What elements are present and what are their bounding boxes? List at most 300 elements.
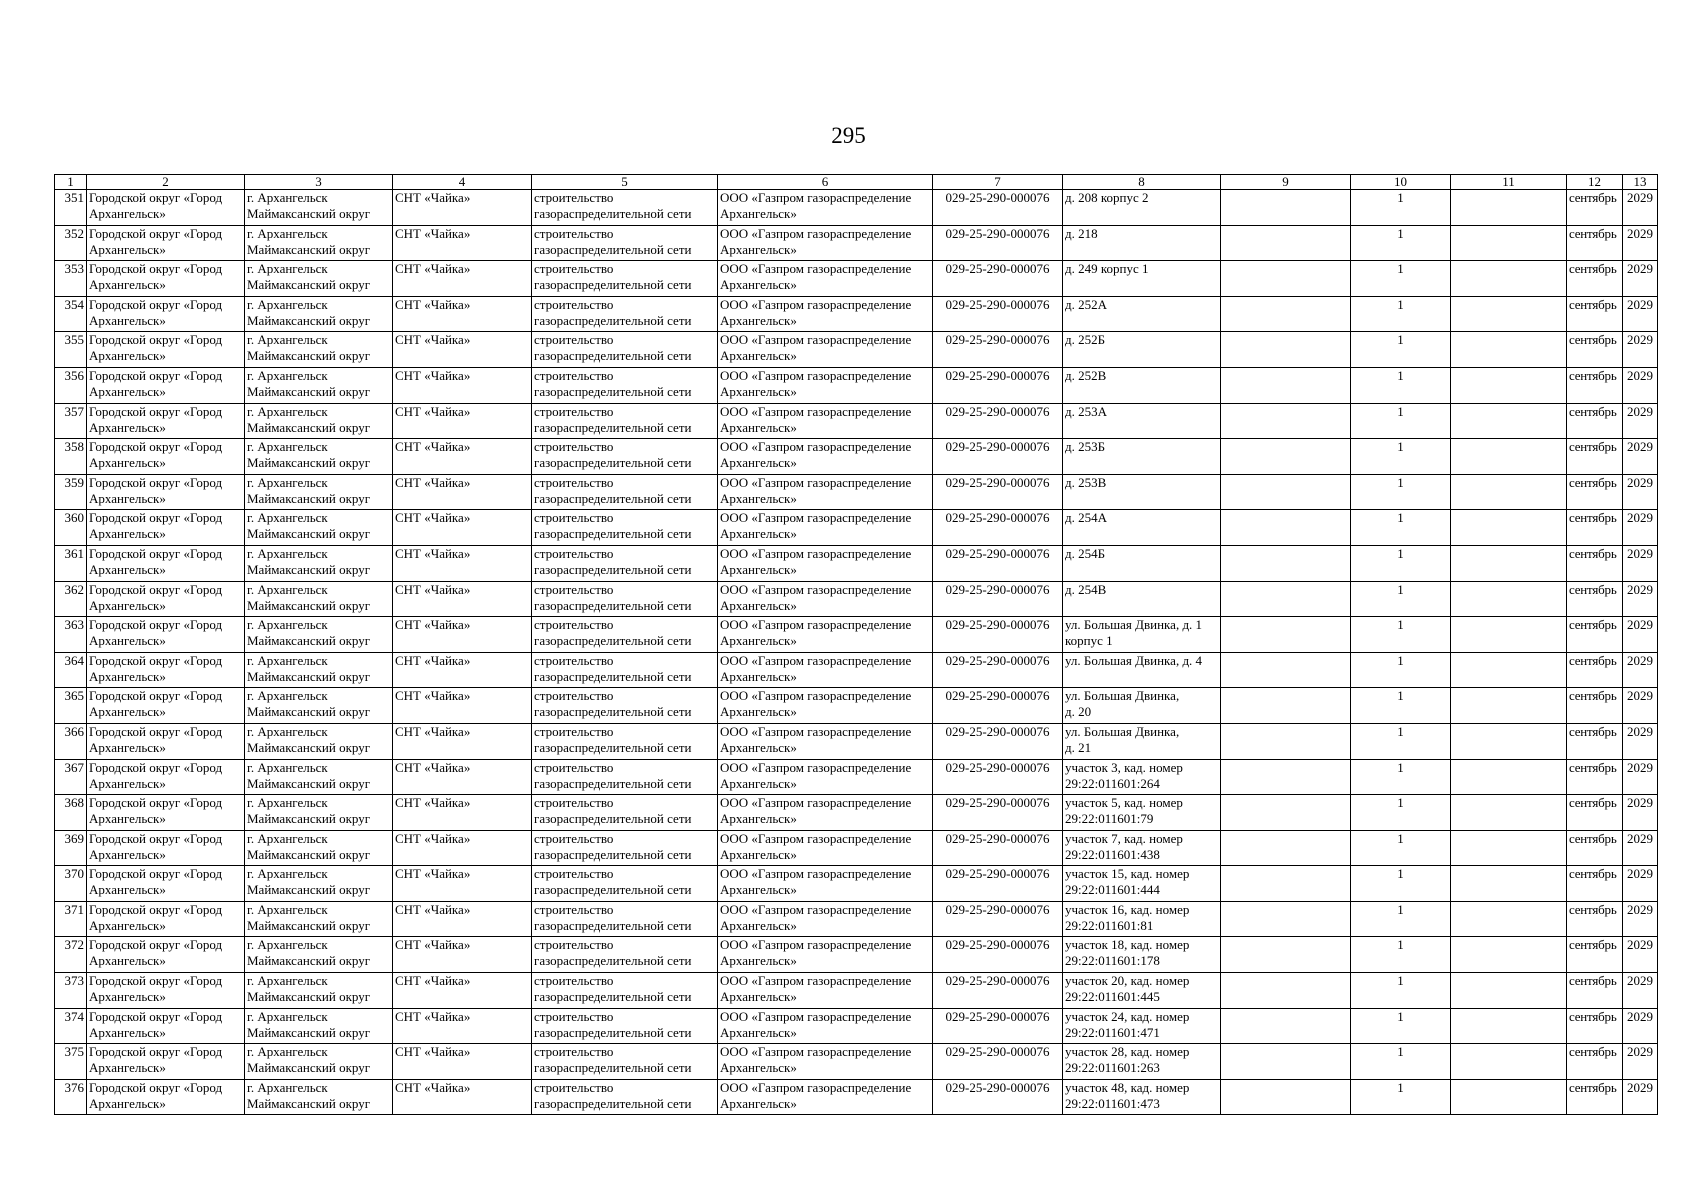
month-cell-text: сентябрь (1569, 581, 1617, 597)
column-9-cell (1221, 190, 1351, 226)
work-type-cell-text: строительство (534, 545, 614, 561)
column-11-cell (1451, 652, 1567, 688)
column-11-cell (1451, 901, 1567, 937)
row-number-cell-text: 358 (64, 439, 84, 455)
settlement-cell-text: г. Архангельск (247, 973, 328, 989)
organization-cell-text: Архангельск» (720, 811, 797, 827)
count-cell-text: 1 (1397, 1008, 1404, 1024)
year-cell (1623, 225, 1658, 261)
settlement-cell-text: Маймаксанский округ (247, 455, 371, 471)
address-cell-text: д. 252В (1065, 367, 1107, 383)
program-code-cell (933, 545, 1063, 581)
count-cell (1351, 367, 1451, 403)
column-11-cell (1451, 1079, 1567, 1115)
count-cell (1351, 296, 1451, 332)
program-code-cell (933, 367, 1063, 403)
work-type-cell-text: газораспределительной сети (534, 1060, 692, 1076)
work-type-cell-text: строительство (534, 652, 614, 668)
column-9-cell (1221, 759, 1351, 795)
address-cell (1063, 190, 1221, 226)
row-number-cell (55, 795, 87, 831)
settlement-cell-text: г. Архангельск (247, 901, 328, 917)
settlement-cell (245, 261, 393, 297)
snt-cell-text: СНТ «Чайка» (395, 617, 471, 633)
work-type-cell-text: газораспределительной сети (534, 775, 692, 791)
year-cell (1623, 261, 1658, 297)
municipality-cell-text: Городской округ «Город (89, 581, 223, 597)
municipality-cell (87, 296, 245, 332)
organization-cell (718, 1079, 933, 1115)
work-type-cell-text: строительство (534, 261, 614, 277)
year-cell (1623, 866, 1658, 902)
municipality-cell-text: Городской округ «Город (89, 937, 223, 953)
settlement-cell-text: Маймаксанский округ (247, 1024, 371, 1040)
column-9-cell (1221, 367, 1351, 403)
organization-cell-text: Архангельск» (720, 846, 797, 862)
work-type-cell (532, 296, 718, 332)
year-cell (1623, 937, 1658, 973)
organization-cell (718, 510, 933, 546)
work-type-cell-text: строительство (534, 1079, 614, 1095)
snt-cell (393, 332, 532, 368)
column-11-cell (1451, 723, 1567, 759)
municipality-cell (87, 901, 245, 937)
column-9-cell (1221, 617, 1351, 653)
organization-cell-text: Архангельск» (720, 241, 797, 257)
count-cell-text: 1 (1397, 795, 1404, 811)
count-cell (1351, 617, 1451, 653)
column-header-1: 1 (55, 175, 87, 190)
organization-cell (718, 439, 933, 475)
organization-cell-text: Архангельск» (720, 882, 797, 898)
program-code-cell-text: 029-25-290-000076 (945, 652, 1050, 668)
count-cell (1351, 581, 1451, 617)
municipality-cell (87, 1008, 245, 1044)
snt-cell-text: СНТ «Чайка» (395, 581, 471, 597)
snt-cell (393, 1044, 532, 1080)
work-type-cell-text: газораспределительной сети (534, 917, 692, 933)
count-cell (1351, 688, 1451, 724)
work-type-cell (532, 652, 718, 688)
organization-cell (718, 261, 933, 297)
address-cell-text: участок 5, кад. номер (1065, 795, 1183, 811)
month-cell (1567, 1044, 1623, 1080)
month-cell (1567, 795, 1623, 831)
settlement-cell-text: Маймаксанский округ (247, 206, 371, 221)
settlement-cell (245, 367, 393, 403)
organization-cell-text: ООО «Газпром газораспределение (720, 261, 912, 277)
column-header-5: 5 (532, 175, 718, 190)
settlement-cell-text: Маймаксанский округ (247, 419, 371, 435)
municipality-cell-text: Архангельск» (89, 882, 166, 898)
organization-cell-text: Архангельск» (720, 704, 797, 720)
count-cell-text: 1 (1397, 545, 1404, 561)
address-cell-text: ул. Большая Двинка, д. 1 (1065, 617, 1203, 633)
month-cell-text: сентябрь (1569, 795, 1617, 811)
address-cell-text: д. 208 корпус 2 (1065, 190, 1149, 205)
municipality-cell (87, 474, 245, 510)
column-9-cell (1221, 225, 1351, 261)
column-11-cell (1451, 190, 1567, 226)
count-cell-text: 1 (1397, 332, 1404, 348)
settlement-cell-text: г. Архангельск (247, 510, 328, 526)
program-code-cell (933, 510, 1063, 546)
month-cell (1567, 617, 1623, 653)
year-cell-text: 2029 (1627, 190, 1653, 205)
month-cell (1567, 296, 1623, 332)
column-11-cell (1451, 866, 1567, 902)
month-cell-text: сентябрь (1569, 1079, 1617, 1095)
row-number-cell-text: 353 (64, 261, 84, 277)
year-cell-text: 2029 (1627, 830, 1653, 846)
snt-cell-text: СНТ «Чайка» (395, 901, 471, 917)
address-cell-text: д. 253А (1065, 403, 1108, 419)
count-cell (1351, 937, 1451, 973)
row-number-cell-text: 366 (64, 723, 84, 739)
row-number-cell (55, 296, 87, 332)
year-cell-text: 2029 (1627, 937, 1653, 953)
municipality-cell-text: Архангельск» (89, 455, 166, 471)
municipality-cell-text: Городской округ «Город (89, 296, 223, 312)
address-cell-text: участок 20, кад. номер (1065, 973, 1190, 989)
address-cell-text: участок 48, кад. номер (1065, 1079, 1190, 1095)
address-cell (1063, 403, 1221, 439)
work-type-cell (532, 545, 718, 581)
program-code-cell (933, 1079, 1063, 1115)
municipality-cell (87, 830, 245, 866)
address-cell (1063, 581, 1221, 617)
row-number-cell (55, 652, 87, 688)
program-code-cell-text: 029-25-290-000076 (945, 474, 1050, 490)
work-type-cell-text: строительство (534, 474, 614, 490)
address-cell (1063, 225, 1221, 261)
settlement-cell (245, 830, 393, 866)
column-9-cell (1221, 474, 1351, 510)
program-code-cell-text: 029-25-290-000076 (945, 1008, 1050, 1024)
address-cell (1063, 439, 1221, 475)
organization-cell-text: ООО «Газпром газораспределение (720, 937, 912, 953)
year-cell-text: 2029 (1627, 225, 1653, 241)
address-cell-text: д. 218 (1065, 225, 1098, 241)
snt-cell-text: СНТ «Чайка» (395, 261, 471, 277)
program-code-cell-text: 029-25-290-000076 (945, 367, 1050, 383)
count-cell-text: 1 (1397, 190, 1404, 205)
settlement-cell (245, 403, 393, 439)
work-type-cell (532, 1079, 718, 1115)
organization-cell-text: Архангельск» (720, 277, 797, 293)
settlement-cell-text: г. Архангельск (247, 830, 328, 846)
snt-cell (393, 652, 532, 688)
snt-cell (393, 296, 532, 332)
municipality-cell-text: Городской округ «Город (89, 332, 223, 348)
snt-cell-text: СНТ «Чайка» (395, 1044, 471, 1060)
snt-cell (393, 510, 532, 546)
municipality-cell-text: Городской округ «Город (89, 545, 223, 561)
municipality-cell-text: Архангельск» (89, 1095, 166, 1111)
program-code-cell-text: 029-25-290-000076 (945, 225, 1050, 241)
settlement-cell-text: Маймаксанский округ (247, 668, 371, 684)
column-11-cell (1451, 510, 1567, 546)
address-cell (1063, 723, 1221, 759)
municipality-cell-text: Архангельск» (89, 989, 166, 1005)
count-cell (1351, 510, 1451, 546)
work-type-cell-text: строительство (534, 830, 614, 846)
settlement-cell-text: г. Архангельск (247, 225, 328, 241)
year-cell (1623, 795, 1658, 831)
year-cell (1623, 403, 1658, 439)
address-cell-text: 29:22:011601:471 (1065, 1024, 1160, 1040)
program-code-cell (933, 296, 1063, 332)
table-row (55, 973, 1658, 1009)
snt-cell (393, 723, 532, 759)
program-code-cell-text: 029-25-290-000076 (945, 830, 1050, 846)
row-number-cell-text: 356 (64, 367, 84, 383)
month-cell (1567, 545, 1623, 581)
year-cell-text: 2029 (1627, 1044, 1653, 1060)
address-cell (1063, 617, 1221, 653)
row-number-cell (55, 225, 87, 261)
count-cell (1351, 973, 1451, 1009)
organization-cell-text: ООО «Газпром газораспределение (720, 866, 912, 882)
column-9-cell (1221, 973, 1351, 1009)
settlement-cell (245, 866, 393, 902)
settlement-cell (245, 617, 393, 653)
row-number-cell-text: 357 (64, 403, 84, 419)
program-code-cell-text: 029-25-290-000076 (945, 901, 1050, 917)
work-type-cell (532, 403, 718, 439)
program-code-cell-text: 029-25-290-000076 (945, 510, 1050, 526)
organization-cell-text: ООО «Газпром газораспределение (720, 474, 912, 490)
month-cell-text: сентябрь (1569, 332, 1617, 348)
work-type-cell (532, 1044, 718, 1080)
settlement-cell (245, 225, 393, 261)
year-cell-text: 2029 (1627, 617, 1653, 633)
address-cell-text: д. 252Б (1065, 332, 1106, 348)
year-cell (1623, 652, 1658, 688)
month-cell (1567, 973, 1623, 1009)
settlement-cell-text: г. Архангельск (247, 261, 328, 277)
snt-cell (393, 261, 532, 297)
settlement-cell (245, 1008, 393, 1044)
count-cell (1351, 225, 1451, 261)
count-cell-text: 1 (1397, 225, 1404, 241)
month-cell-text: сентябрь (1569, 973, 1617, 989)
snt-cell (393, 367, 532, 403)
row-number-cell-text: 359 (64, 474, 84, 490)
snt-cell (393, 474, 532, 510)
address-cell-text: 29:22:011601:79 (1065, 811, 1154, 827)
municipality-cell (87, 652, 245, 688)
count-cell-text: 1 (1397, 439, 1404, 455)
work-type-cell-text: строительство (534, 190, 614, 205)
year-cell-text: 2029 (1627, 652, 1653, 668)
year-cell-text: 2029 (1627, 688, 1653, 704)
program-code-cell-text: 029-25-290-000076 (945, 866, 1050, 882)
address-cell-text: участок 18, кад. номер (1065, 937, 1190, 953)
column-9-cell (1221, 723, 1351, 759)
month-cell-text: сентябрь (1569, 652, 1617, 668)
table-row (55, 1079, 1658, 1115)
municipality-cell-text: Архангельск» (89, 277, 166, 293)
municipality-cell-text: Городской округ «Город (89, 225, 223, 241)
year-cell (1623, 830, 1658, 866)
organization-cell (718, 581, 933, 617)
program-code-cell (933, 474, 1063, 510)
settlement-cell-text: г. Архангельск (247, 866, 328, 882)
table-row (55, 866, 1658, 902)
organization-cell-text: Архангельск» (720, 775, 797, 791)
column-9-cell (1221, 1044, 1351, 1080)
month-cell (1567, 901, 1623, 937)
work-type-cell-text: строительство (534, 367, 614, 383)
address-cell-text: 29:22:011601:438 (1065, 846, 1160, 862)
year-cell (1623, 367, 1658, 403)
year-cell-text: 2029 (1627, 973, 1653, 989)
year-cell (1623, 1044, 1658, 1080)
program-code-cell (933, 439, 1063, 475)
row-number-cell (55, 439, 87, 475)
address-cell (1063, 759, 1221, 795)
column-header-11: 11 (1451, 175, 1567, 190)
municipality-cell-text: Городской округ «Город (89, 1079, 223, 1095)
municipality-cell (87, 973, 245, 1009)
settlement-cell-text: Маймаксанский округ (247, 348, 371, 364)
month-cell (1567, 723, 1623, 759)
municipality-cell-text: Архангельск» (89, 490, 166, 506)
work-type-cell-text: строительство (534, 617, 614, 633)
row-number-cell (55, 1079, 87, 1115)
snt-cell (393, 1079, 532, 1115)
year-cell (1623, 688, 1658, 724)
address-cell-text: участок 7, кад. номер (1065, 830, 1183, 846)
settlement-cell (245, 332, 393, 368)
organization-cell-text: ООО «Газпром газораспределение (720, 973, 912, 989)
program-code-cell (933, 759, 1063, 795)
organization-cell-text: ООО «Газпром газораспределение (720, 759, 912, 775)
year-cell-text: 2029 (1627, 261, 1653, 277)
count-cell (1351, 261, 1451, 297)
row-number-cell-text: 369 (64, 830, 84, 846)
column-11-cell (1451, 830, 1567, 866)
address-cell (1063, 1044, 1221, 1080)
address-cell-text: д. 20 (1065, 704, 1092, 720)
organization-cell-text: Архангельск» (720, 668, 797, 684)
table-row (55, 474, 1658, 510)
year-cell-text: 2029 (1627, 545, 1653, 561)
table-body (55, 190, 1658, 1115)
municipality-cell-text: Городской округ «Город (89, 866, 223, 882)
month-cell-text: сентябрь (1569, 474, 1617, 490)
address-cell-text: 29:22:011601:264 (1065, 775, 1160, 791)
work-type-cell-text: газораспределительной сети (534, 241, 692, 257)
count-cell-text: 1 (1397, 723, 1404, 739)
snt-cell-text: СНТ «Чайка» (395, 190, 471, 205)
month-cell-text: сентябрь (1569, 225, 1617, 241)
organization-cell-text: Архангельск» (720, 597, 797, 613)
program-code-cell-text: 029-25-290-000076 (945, 296, 1050, 312)
program-code-cell-text: 029-25-290-000076 (945, 723, 1050, 739)
municipality-cell-text: Городской округ «Город (89, 830, 223, 846)
count-cell (1351, 795, 1451, 831)
municipality-cell (87, 439, 245, 475)
organization-cell (718, 688, 933, 724)
month-cell-text: сентябрь (1569, 937, 1617, 953)
count-cell-text: 1 (1397, 581, 1404, 597)
column-header-8: 8 (1063, 175, 1221, 190)
organization-cell-text: ООО «Газпром газораспределение (720, 1008, 912, 1024)
organization-cell-text: ООО «Газпром газораспределение (720, 688, 912, 704)
month-cell (1567, 439, 1623, 475)
program-code-cell (933, 332, 1063, 368)
settlement-cell-text: Маймаксанский округ (247, 989, 371, 1005)
organization-cell (718, 973, 933, 1009)
row-number-cell (55, 474, 87, 510)
snt-cell (393, 830, 532, 866)
municipality-cell-text: Городской округ «Город (89, 367, 223, 383)
settlement-cell-text: г. Архангельск (247, 190, 328, 205)
organization-cell (718, 545, 933, 581)
column-header-13: 13 (1623, 175, 1658, 190)
work-type-cell-text: строительство (534, 581, 614, 597)
count-cell (1351, 545, 1451, 581)
table-row (55, 617, 1658, 653)
organization-cell-text: ООО «Газпром газораспределение (720, 581, 912, 597)
municipality-cell-text: Архангельск» (89, 312, 166, 328)
organization-cell (718, 866, 933, 902)
table-row (55, 261, 1658, 297)
snt-cell (393, 403, 532, 439)
municipality-cell-text: Городской округ «Город (89, 759, 223, 775)
row-number-cell (55, 581, 87, 617)
column-9-cell (1221, 439, 1351, 475)
municipality-cell-text: Архангельск» (89, 561, 166, 577)
row-number-cell-text: 351 (64, 190, 84, 205)
column-header-12: 12 (1567, 175, 1623, 190)
organization-cell-text: ООО «Газпром газораспределение (720, 367, 912, 383)
snt-cell-text: СНТ «Чайка» (395, 795, 471, 811)
count-cell (1351, 332, 1451, 368)
organization-cell (718, 652, 933, 688)
settlement-cell-text: Маймаксанский округ (247, 597, 371, 613)
settlement-cell (245, 545, 393, 581)
month-cell-text: сентябрь (1569, 261, 1617, 277)
settlement-cell-text: Маймаксанский округ (247, 526, 371, 542)
settlement-cell (245, 581, 393, 617)
municipality-cell (87, 688, 245, 724)
column-9-cell (1221, 901, 1351, 937)
organization-cell-text: ООО «Газпром газораспределение (720, 652, 912, 668)
month-cell (1567, 367, 1623, 403)
address-cell-text: д. 249 корпус 1 (1065, 261, 1149, 277)
row-number-cell (55, 723, 87, 759)
program-code-cell-text: 029-25-290-000076 (945, 1044, 1050, 1060)
settlement-cell (245, 1079, 393, 1115)
year-cell (1623, 617, 1658, 653)
address-cell (1063, 296, 1221, 332)
work-type-cell-text: газораспределительной сети (534, 739, 692, 755)
snt-cell-text: СНТ «Чайка» (395, 652, 471, 668)
work-type-cell-text: газораспределительной сети (534, 633, 692, 649)
municipality-cell-text: Архангельск» (89, 526, 166, 542)
settlement-cell-text: Маймаксанский округ (247, 383, 371, 399)
address-cell-text: участок 15, кад. номер (1065, 866, 1190, 882)
program-code-cell (933, 190, 1063, 226)
year-cell-text: 2029 (1627, 866, 1653, 882)
year-cell-text: 2029 (1627, 439, 1653, 455)
row-number-cell-text: 376 (64, 1079, 84, 1095)
work-type-cell (532, 937, 718, 973)
column-11-cell (1451, 1044, 1567, 1080)
